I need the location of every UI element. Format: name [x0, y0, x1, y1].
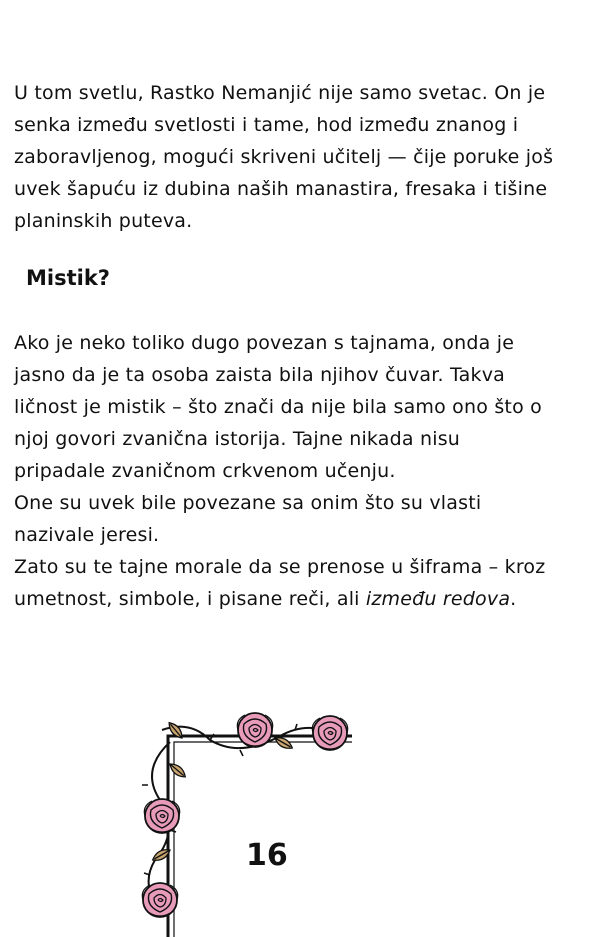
paragraph-intro: [14, 77, 586, 237]
text-line: Ako je neko toliko dugo povezan s tajnama, onda je: [14, 332, 515, 354]
text-line: ličnost je mistik – što znači da nije bila samo ono što o: [14, 396, 542, 418]
text-fragment: .: [510, 588, 517, 610]
text-line: njoj govori zvanična istorija. Tajne nikada nisu: [14, 428, 461, 450]
text-line: zaboravljenog, mogući skriveni učitelj — čije poruke još: [14, 146, 554, 168]
emphasis-text: između redova: [365, 588, 511, 610]
rose-corner-icon: [130, 700, 370, 937]
section-heading: Mistik?: [26, 266, 110, 290]
text-line: Zato su te tajne morale da se prenose u šiframa – kroz: [14, 556, 546, 578]
text-line-last: [14, 583, 586, 615]
text-line: planinskih puteva.: [14, 210, 193, 232]
text-line: pripadale zvaničnom crkvenom učenju.: [14, 460, 396, 482]
text-line: senka između svetlosti i tame, hod između znanog i: [14, 114, 519, 136]
text-line: One su uvek bile povezane sa onim što su vlasti: [14, 492, 482, 514]
text-line: nazivale jeresi.: [14, 524, 160, 546]
text-fragment: umetnost, simbole, i pisane reči, ali: [14, 588, 366, 610]
text-line: uvek šapuću iz dubina naših manastira, fresaka i tišine: [14, 178, 548, 200]
text-line: U tom svetlu, Rastko Nemanjić nije samo svetac. On je: [14, 82, 546, 104]
text-line: jasno da je ta osoba zaista bila njihov čuvar. Takva: [14, 364, 505, 386]
page-number: 16: [246, 838, 288, 873]
paragraph-mistik: [14, 327, 586, 615]
